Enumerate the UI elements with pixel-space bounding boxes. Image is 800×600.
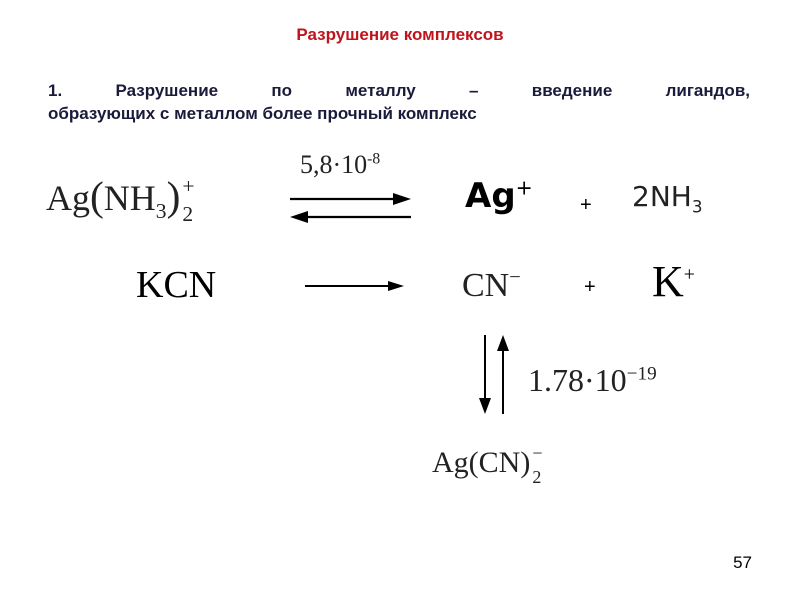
constant-1-exponent: -8: [367, 150, 381, 168]
complex-ligand: NH: [103, 178, 156, 218]
intro-line-2: образующих с металлом более прочный комплекс: [48, 104, 477, 123]
ammonia-product: [632, 180, 703, 217]
slide-title: Разрушение комплексов: [296, 25, 504, 44]
constant-2-exponent: −19: [626, 363, 657, 385]
silver-ammine-complex: [46, 172, 195, 226]
potassium-ion-symbol: K: [652, 257, 684, 306]
cyanide-ion: [462, 267, 521, 305]
equilibrium-arrows: [285, 188, 420, 228]
vertical-equilibrium-arrows: [473, 330, 513, 420]
silver-ion-charge: +: [515, 175, 533, 200]
cyanide-ion-charge: −: [509, 266, 521, 289]
cyanide-ion-formula: CN: [462, 267, 510, 304]
complex-left-paren: (: [90, 173, 104, 219]
potassium-ion: [652, 256, 695, 307]
complex-metal: Ag: [46, 178, 90, 218]
potassium-cyanide: KCN: [136, 264, 217, 306]
cyanide-complex-formula: Ag(CN): [432, 446, 531, 479]
reaction-2-arrow: [300, 276, 410, 296]
page-number: 57: [733, 553, 752, 572]
intro-line-1: 1. Разрушение по металлу – введение лигандов,: [48, 81, 750, 100]
ammonia-subscript: 3: [691, 196, 703, 217]
silver-cyanide-complex: [432, 443, 543, 488]
potassium-ion-charge: +: [683, 263, 695, 286]
dissociation-constant-1: [300, 150, 380, 180]
plus-sign-2: +: [584, 276, 596, 298]
ammonia-formula: 2NH: [632, 180, 692, 213]
complex-charge: +: [182, 174, 195, 199]
silver-ion-symbol: Ag: [465, 176, 516, 216]
silver-ion: [465, 176, 533, 216]
plus-sign-1: +: [580, 194, 592, 216]
cyanide-complex-charge: −: [532, 443, 543, 464]
cyanide-complex-subscript: 2: [532, 467, 542, 488]
constant-2-mantissa: 1.78·10: [528, 362, 627, 398]
stability-constant: [528, 362, 657, 399]
complex-ligand-subscript: 3: [155, 199, 167, 224]
constant-1-mantissa: 5,8·10: [300, 150, 368, 179]
complex-subscript: 2: [182, 201, 194, 226]
complex-right-paren: ): [166, 173, 181, 219]
